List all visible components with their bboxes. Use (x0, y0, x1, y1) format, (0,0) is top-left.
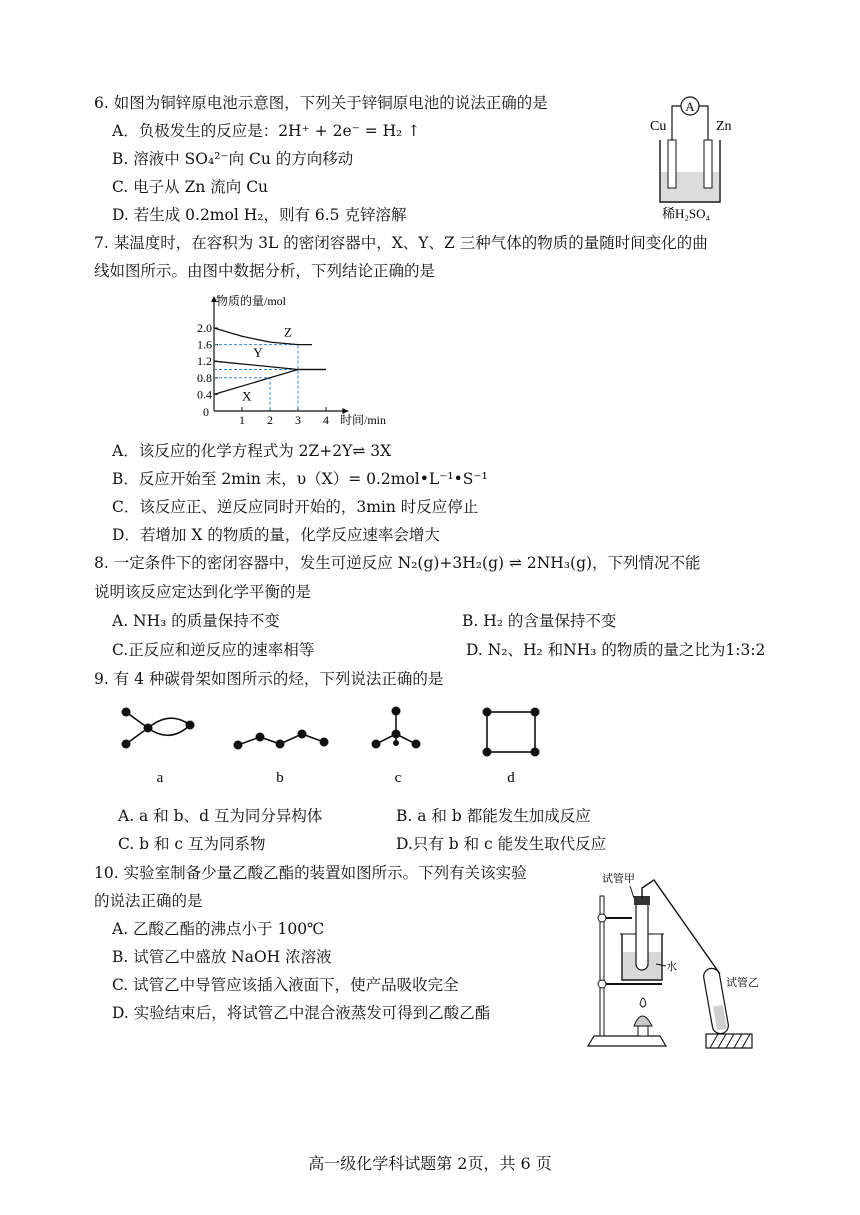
q6-option-a: A．负极发生的反应是：2H⁺ + 2e⁻ = H₂ ↑ (112, 122, 421, 140)
cu-electrode-label: Cu (650, 119, 667, 134)
chart-y-tick-label: 1.2 (197, 354, 212, 369)
q9-stem: 9. 有 4 种碳骨架如图所示的烃，下列说法正确的是 (94, 670, 444, 688)
q7-option-b: B．反应开始至 2min 末，υ（X）= 0.2mol•L⁻¹•S⁻¹ (112, 470, 488, 488)
chart-series-label-y: Y (253, 345, 263, 361)
skeleton-a-label: a (156, 770, 164, 786)
q7-option-a: A．该反应的化学方程式为 2Z+2Y⇌ 3X (112, 442, 392, 460)
chart-y-tick-label: 0.8 (197, 370, 212, 385)
q10-stem-line2: 的说法正确的是 (94, 892, 203, 910)
skeleton-b-label: b (276, 770, 284, 786)
ester-apparatus-diagram (580, 866, 780, 1054)
q7-option-d: D．若增加 X 的物质的量，化学反应速率会增大 (112, 526, 440, 544)
chart-x-tick-label: 4 (323, 413, 329, 427)
carbon-skeletons-figure (110, 700, 560, 808)
ammeter-label: A (685, 99, 695, 114)
q9-option-c: C. b 和 c 互为同系物 (118, 835, 266, 853)
tube-a-label: 试管甲 (602, 873, 635, 885)
amount-time-chart (197, 288, 405, 430)
q9-option-a: A. a 和 b、d 互为同分异构体 (118, 807, 323, 825)
page-footer: 高一级化学科试题第 2页，共 6 页 (308, 1154, 552, 1173)
chart-x-tick-label: 1 (239, 413, 245, 427)
chart-y-tick-label: 2.0 (197, 321, 212, 335)
q8-option-a: A. NH₃ 的质量保持不变 (112, 612, 280, 630)
q10-option-c: C. 试管乙中导管应该插入液面下，使产品吸收完全 (112, 976, 459, 994)
skeleton-a (122, 708, 195, 749)
q6-option-c: C. 电子从 Zn 流向 Cu (112, 178, 269, 196)
q8-option-c: C.正反应和逆反应的速率相等 (112, 641, 315, 659)
q10-option-b: B. 试管乙中盛放 NaOH 浓溶液 (112, 948, 332, 966)
skeleton-b (234, 730, 329, 750)
q6-option-d: D. 若生成 0.2mol H₂，则有 6.5 克锌溶解 (112, 206, 407, 224)
chart-x-tick-label: 2 (267, 413, 273, 427)
q10-option-d: D. 实验结束后，将试管乙中混合液蒸发可得到乙酸乙酯 (112, 1004, 491, 1022)
q8-stem-line1: 8. 一定条件下的密闭容器中，发生可逆反应 N₂(g)+3H₂(g) ⇌ 2NH₃(g)，下列情况不能 (94, 554, 701, 572)
q8-option-b: B. H₂ 的含量保持不变 (462, 612, 617, 630)
chart-y-tick-label: 0.4 (197, 387, 212, 402)
chart-x-tick-label: 3 (295, 413, 301, 427)
zn-electrode-label: Zn (716, 119, 732, 134)
chart-series-z (214, 328, 312, 345)
q7-stem-line1: 7. 某温度时，在容积为 3L 的密闭容器中，X、Y、Z 三种气体的物质的量随时间变化的曲 (94, 234, 708, 252)
q7-stem-line2: 线如图所示。由图中数据分析，下列结论正确的是 (94, 262, 436, 280)
chart-x-axis-label: 时间/min (340, 413, 387, 427)
skeleton-c-label: c (394, 770, 402, 786)
skeleton-d-label: d (507, 770, 515, 786)
q8-stem-line2: 说明该反应定达到化学平衡的是 (94, 583, 312, 601)
skeleton-d (483, 708, 540, 757)
chart-origin-label: 0 (203, 405, 209, 419)
chart-series-label-z: Z (284, 324, 292, 340)
q8-option-d: D. N₂、H₂ 和NH₃ 的物质的量之比为1:3:2 (466, 641, 766, 659)
skeleton-c (372, 707, 421, 749)
galvanic-cell-diagram (640, 92, 760, 222)
q7-option-c: C．该反应正、逆反应同时开始的，3min 时反应停止 (112, 498, 479, 516)
chart-series-label-x: X (242, 388, 252, 404)
chart-y-tick-label: 1.6 (197, 337, 212, 352)
q10-option-a: A. 乙酸乙酯的沸点小于 100℃ (112, 920, 325, 938)
tube-b-label: 试管乙 (726, 977, 759, 989)
q6-stem: 6. 如图为铜锌原电池示意图，下列关于锌铜原电池的说法正确的是 (94, 94, 548, 112)
water-label: 水 (666, 961, 677, 973)
q9-option-d: D.只有 b 和 c 能发生取代反应 (396, 835, 607, 853)
chart-y-axis-label: 物质的量/mol (216, 294, 287, 308)
solution-label: 稀H₂SO₄ (662, 206, 711, 221)
q9-option-b: B. a 和 b 都能发生加成反应 (396, 807, 591, 825)
q6-option-b: B. 溶液中 SO₄²⁻向 Cu 的方向移动 (112, 150, 354, 168)
q10-stem-line1: 10. 实验室制备少量乙酸乙酯的装置如图所示。下列有关该实验 (94, 864, 527, 882)
chart-series-y (214, 361, 326, 369)
